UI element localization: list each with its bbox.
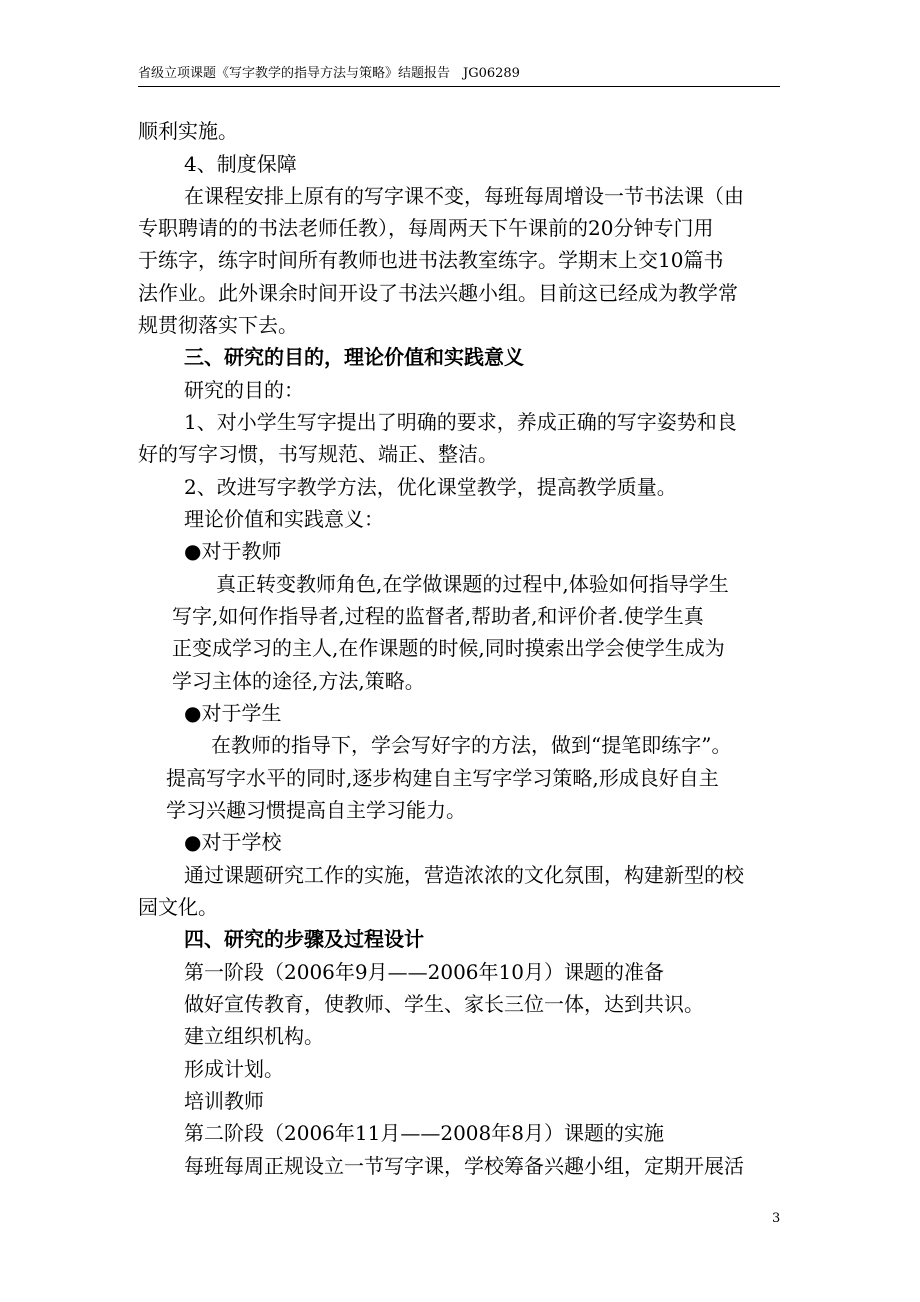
text-line: 形成计划。 [184, 1057, 284, 1081]
text-line: 于练字，练字时间所有教师也进书法教室练字。学期末上交10篇书 [138, 248, 724, 272]
stage-heading: 第一阶段（2006年9月——2006年10月）课题的准备 [184, 960, 664, 984]
text-line: 在教师的指导下，学会写好字的方法，做到“提笔即练字”。 [211, 733, 732, 757]
section-heading: 三、研究的目的，理论价值和实践意义 [184, 345, 524, 369]
text-line: 在课程安排上原有的写字课不变，每班每周增设一节书法课（由 [184, 184, 744, 208]
text-line: 培训教师 [184, 1089, 264, 1113]
section-heading: 四、研究的步骤及过程设计 [184, 927, 424, 951]
subheading: 理论价值和实践意义： [184, 507, 384, 531]
text-line: 做好宣传教育，使教师、学生、家长三位一体，达到共识。 [184, 992, 704, 1016]
text-line: 建立组织机构。 [184, 1024, 324, 1048]
text-line: 通过课题研究工作的实施，营造浓浓的文化氛围，构建新型的校 [184, 863, 744, 887]
subheading: 研究的目的： [184, 378, 304, 402]
text-line: 1、对小学生写字提出了明确的要求，养成正确的写字姿势和良 [184, 410, 737, 434]
text-line: 2、改进写字教学方法，优化课堂教学，提高教学质量。 [184, 475, 677, 499]
text-line: 学习兴趣习惯提高自主学习能力。 [166, 798, 466, 822]
bullet-heading: ●对于教师 [184, 539, 282, 563]
text-line: 规贯彻落实下去。 [138, 313, 298, 337]
text-line: 每班每周正规设立一节写字课，学校筹备兴趣小组，定期开展活 [184, 1154, 744, 1178]
text-line: 专职聘请的的书法老师任教），每周两天下午课前的20分钟专门用 [138, 216, 714, 240]
text-line: 写字,如何作指导者,过程的监督者,帮助者,和评价者.使学生真 [172, 604, 704, 628]
bullet-heading: ●对于学校 [184, 830, 282, 854]
stage-heading: 第二阶段（2006年11月——2008年8月）课题的实施 [184, 1121, 664, 1145]
text-line: 学习主体的途径,方法,策略。 [172, 669, 425, 693]
text-line: 提高写字水平的同时,逐步构建自主写字学习策略,形成良好自主 [166, 766, 719, 790]
header-title: 省级立项课题《写字教学的指导方法与策略》结题报告 JG06289 [138, 66, 520, 81]
text-line: 真正转变教师角色,在学做课题的过程中,体验如何指导学生 [216, 572, 729, 596]
text-line: 好的写字习惯，书写规范、端正、整洁。 [138, 442, 498, 466]
running-header [138, 64, 780, 87]
text-line: 法作业。此外课余时间开设了书法兴趣小组。目前这已经成为教学常 [138, 281, 738, 305]
text-line: 园文化。 [138, 895, 218, 919]
page-number: 3 [772, 1211, 781, 1226]
subheading: 4、制度保障 [184, 152, 297, 176]
text-line: 正变成学习的主人,在作课题的时候,同时摸索出学会使学生成为 [172, 636, 725, 660]
bullet-heading: ●对于学生 [184, 701, 282, 725]
text-line: 顺利实施。 [138, 119, 238, 143]
